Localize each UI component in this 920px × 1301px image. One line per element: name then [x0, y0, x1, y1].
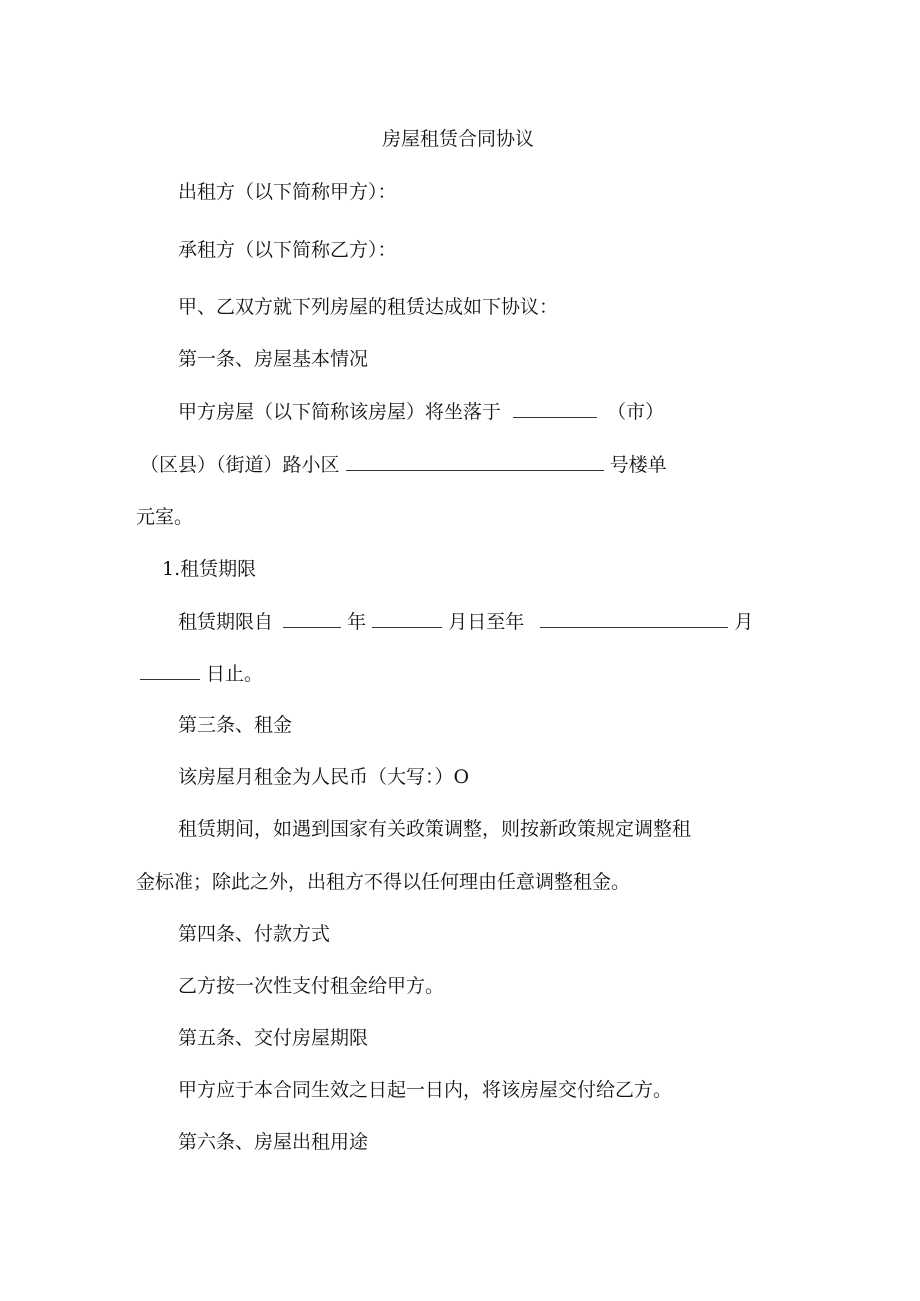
article-3-text-2-line-2: 金标准；除此之外，出租方不得以任何理由任意调整租金。	[136, 871, 631, 893]
term-text	[178, 609, 753, 634]
article-3-text-2-line-1: 租赁期间，如遇到国家有关政策调整，则按新政策规定调整租	[178, 818, 692, 840]
article-5-text: 甲方应于本合同生效之日起一日内，将该房屋交付给乙方。	[178, 1079, 673, 1101]
article-6-heading: 第六条、房屋出租用途	[178, 1131, 369, 1153]
article-1-text-b: （市）	[607, 401, 665, 423]
term-line2-text: 日止。	[206, 663, 264, 685]
term-heading: 1.租赁期限	[162, 558, 257, 580]
term-text-b: 年	[347, 611, 367, 633]
article-1-line-3: 元室。	[136, 506, 194, 528]
article-1-line2-a: （区县）（街道）路小区	[140, 454, 340, 476]
blank-city	[513, 399, 597, 418]
intro-paragraph: 甲、乙双方就下列房屋的租赁达成如下协议：	[178, 296, 559, 318]
blank-community	[346, 452, 604, 471]
article-1-line-2	[140, 452, 667, 477]
blank-start-year	[283, 609, 341, 628]
term-line-2	[136, 661, 263, 686]
article-1-line2-b: 号楼单	[609, 454, 667, 476]
term-text-a: 租赁期限自	[178, 611, 274, 633]
article-1-heading: 第一条、房屋基本情况	[178, 348, 369, 370]
lessor-line: 出租方（以下简称甲方）：	[178, 181, 397, 203]
document-title: 房屋租赁合同协议	[382, 128, 535, 150]
article-1-text	[178, 399, 664, 424]
blank-end-date	[540, 609, 728, 628]
article-3-heading: 第三条、租金	[178, 714, 293, 736]
article-4-heading: 第四条、付款方式	[178, 923, 331, 945]
term-text-c: 月日至年	[448, 611, 525, 633]
article-1-text-a: 甲方房屋（以下简称该房屋）将坐落于	[178, 401, 502, 423]
blank-start-month	[372, 609, 442, 628]
article-3-text: 该房屋月租金为人民币（大写：）O	[178, 766, 470, 788]
lessee-line: 承租方（以下简称乙方）：	[178, 239, 397, 261]
blank-end-day	[140, 661, 200, 680]
article-4-text: 乙方按一次性支付租金给甲方。	[178, 975, 445, 997]
article-5-heading: 第五条、交付房屋期限	[178, 1027, 369, 1049]
term-text-d: 月	[734, 611, 754, 633]
